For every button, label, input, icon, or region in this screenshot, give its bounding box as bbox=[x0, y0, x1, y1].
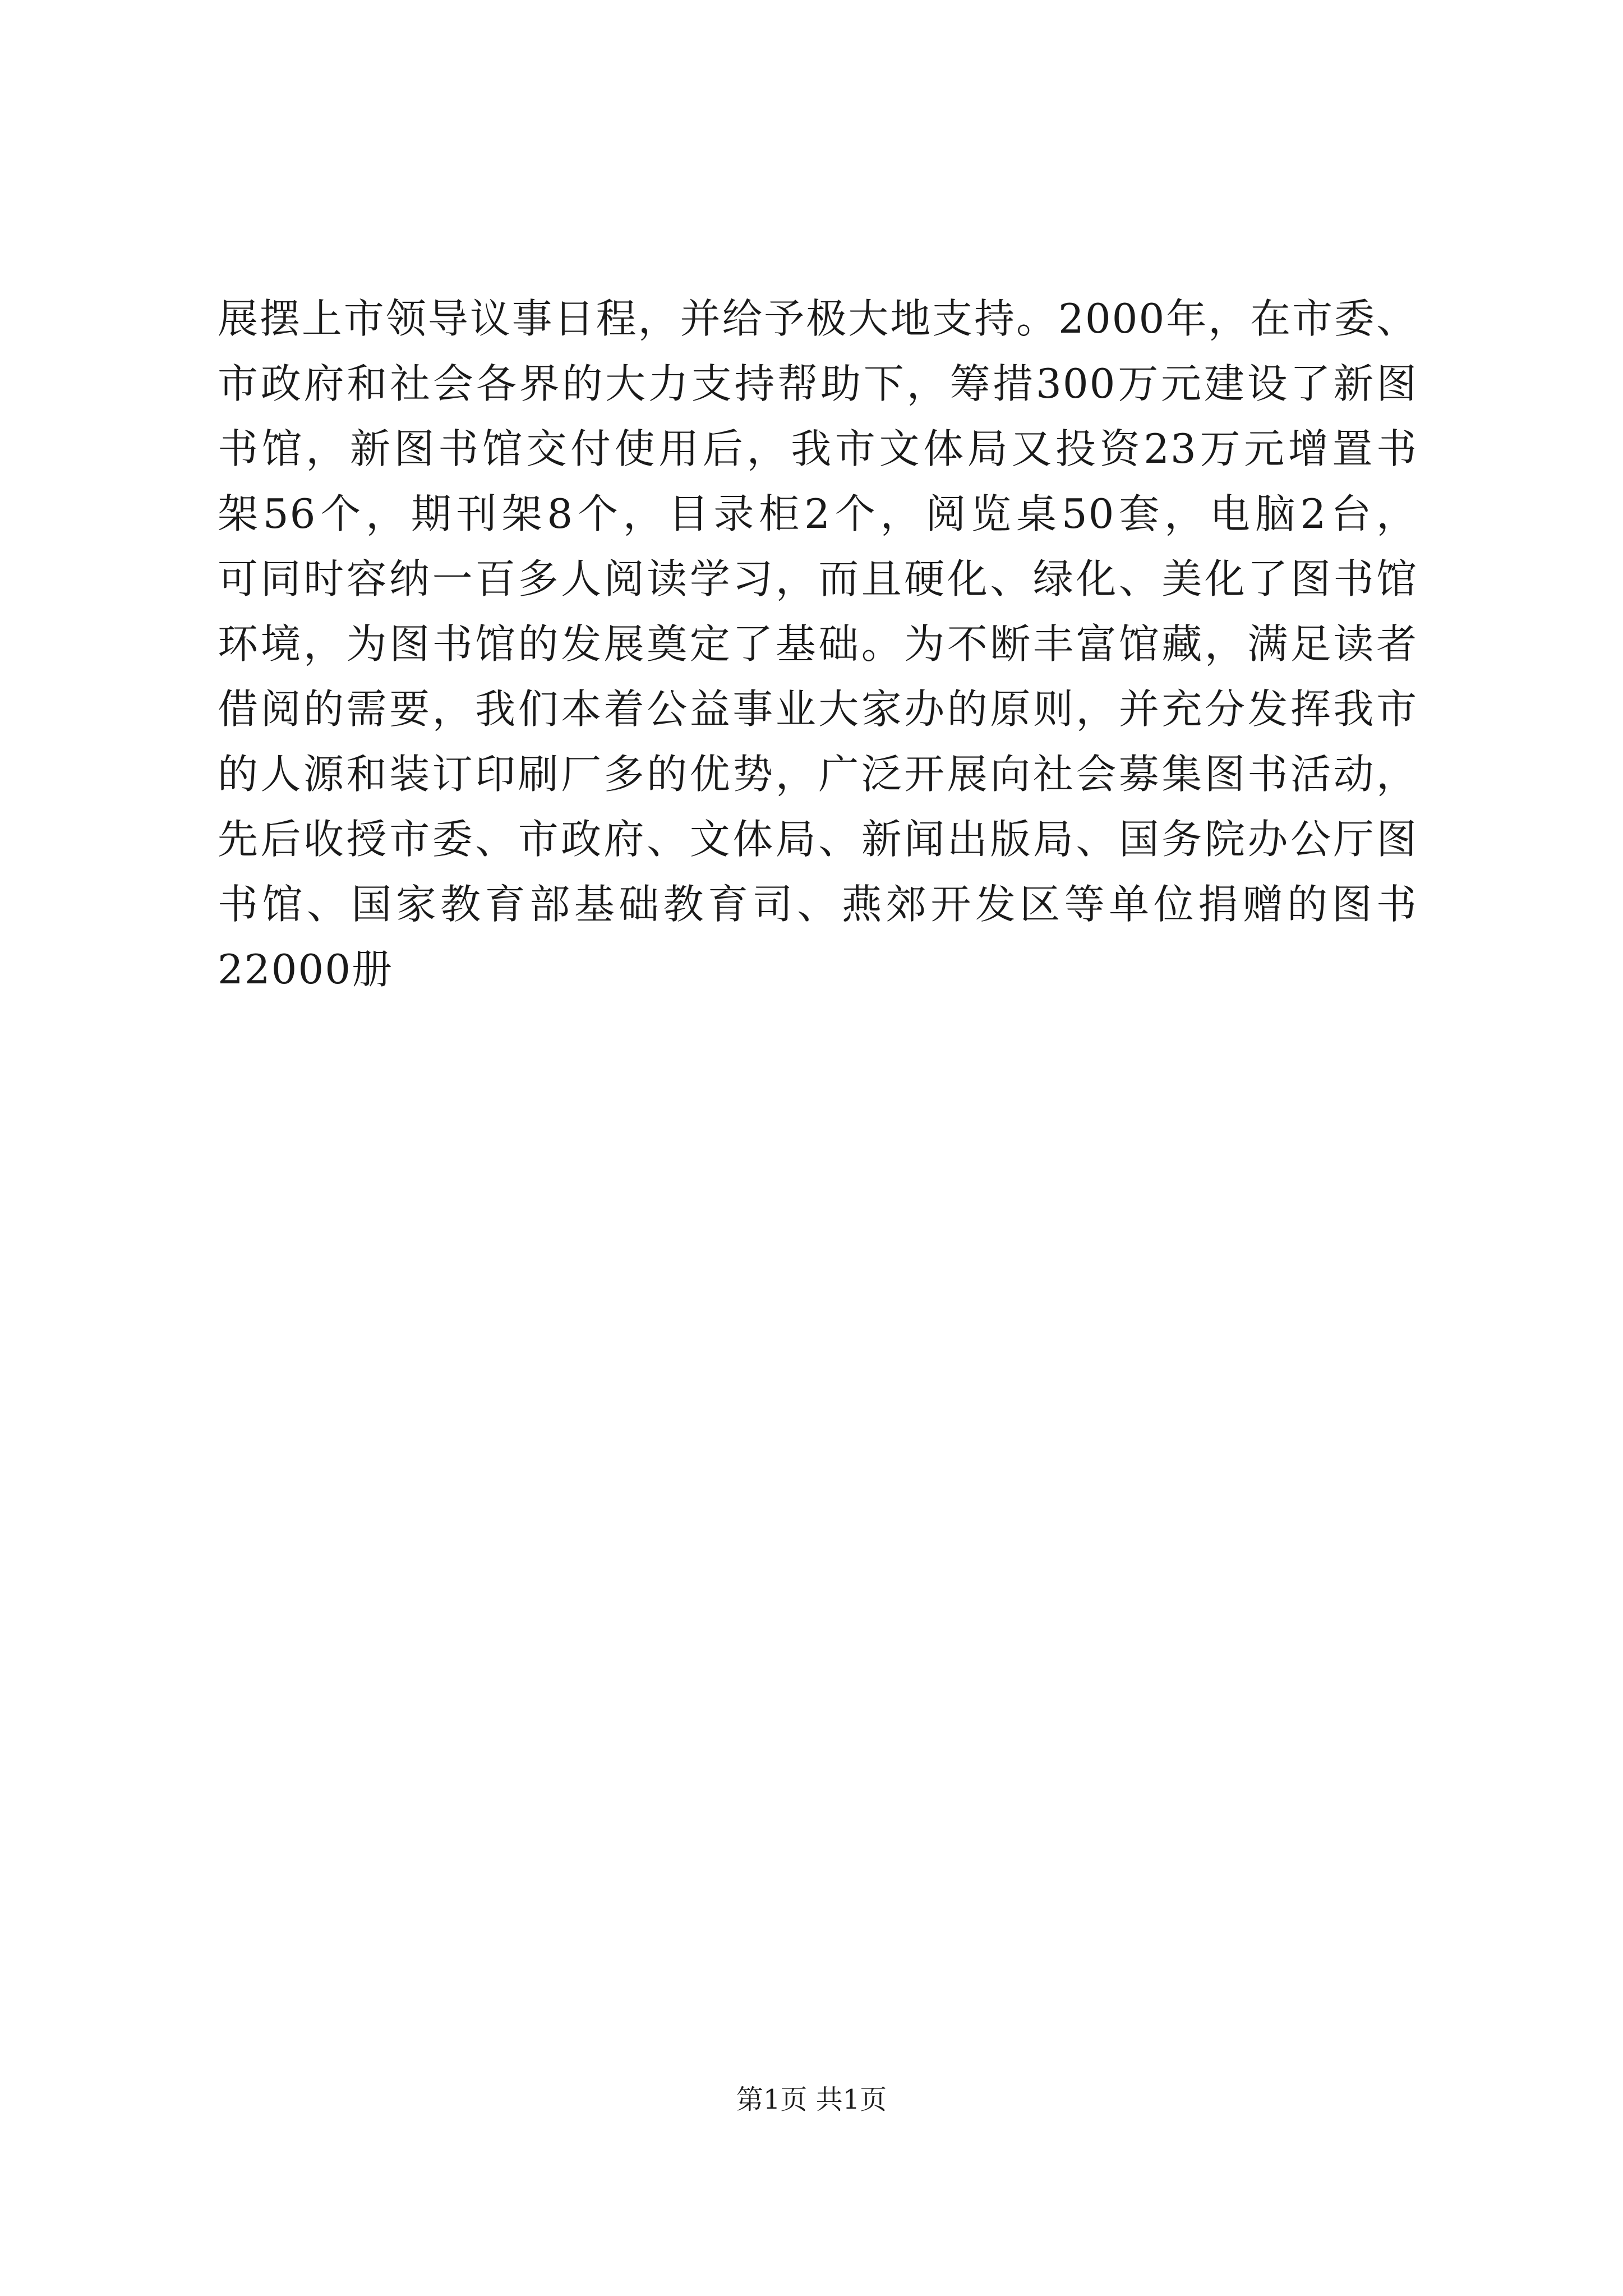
paragraph-line: 先后收授市委、市政府、文体局、新闻出版局、国务院办公厅图 bbox=[218, 816, 1418, 863]
paragraph-line: 书馆、国家教育部基础教育司、燕郊开发区等单位捐赠的图书 bbox=[218, 881, 1418, 928]
page-number-footer: 第1页 共1页 bbox=[736, 2084, 887, 2115]
paragraph-line: 架56个，期刊架8个，目录柜2个，阅览桌50套，电脑2台， bbox=[218, 490, 1418, 537]
paragraph-line: 展摆上市领导议事日程，并给予极大地支持。2000年，在市委、 bbox=[218, 295, 1418, 342]
paragraph-line: 书馆，新图书馆交付使用后，我市文体局又投资23万元增置书 bbox=[218, 425, 1418, 472]
paragraph-line: 市政府和社会各界的大力支持帮助下，筹措300万元建设了新图 bbox=[218, 360, 1418, 407]
paragraph-line: 环境，为图书馆的发展奠定了基础。为不断丰富馆藏，满足读者 bbox=[218, 620, 1418, 668]
paragraph-line: 可同时容纳一百多人阅读学习，而且硬化、绿化、美化了图书馆 bbox=[218, 555, 1418, 602]
body-paragraph bbox=[218, 286, 1418, 1002]
paragraph-line: 22000册 bbox=[218, 946, 394, 993]
paragraph-line: 借阅的需要，我们本着公益事业大家办的原则，并充分发挥我市 bbox=[218, 685, 1418, 733]
paragraph-line: 的人源和装订印刷厂多的优势，广泛开展向社会募集图书活动， bbox=[218, 751, 1418, 798]
